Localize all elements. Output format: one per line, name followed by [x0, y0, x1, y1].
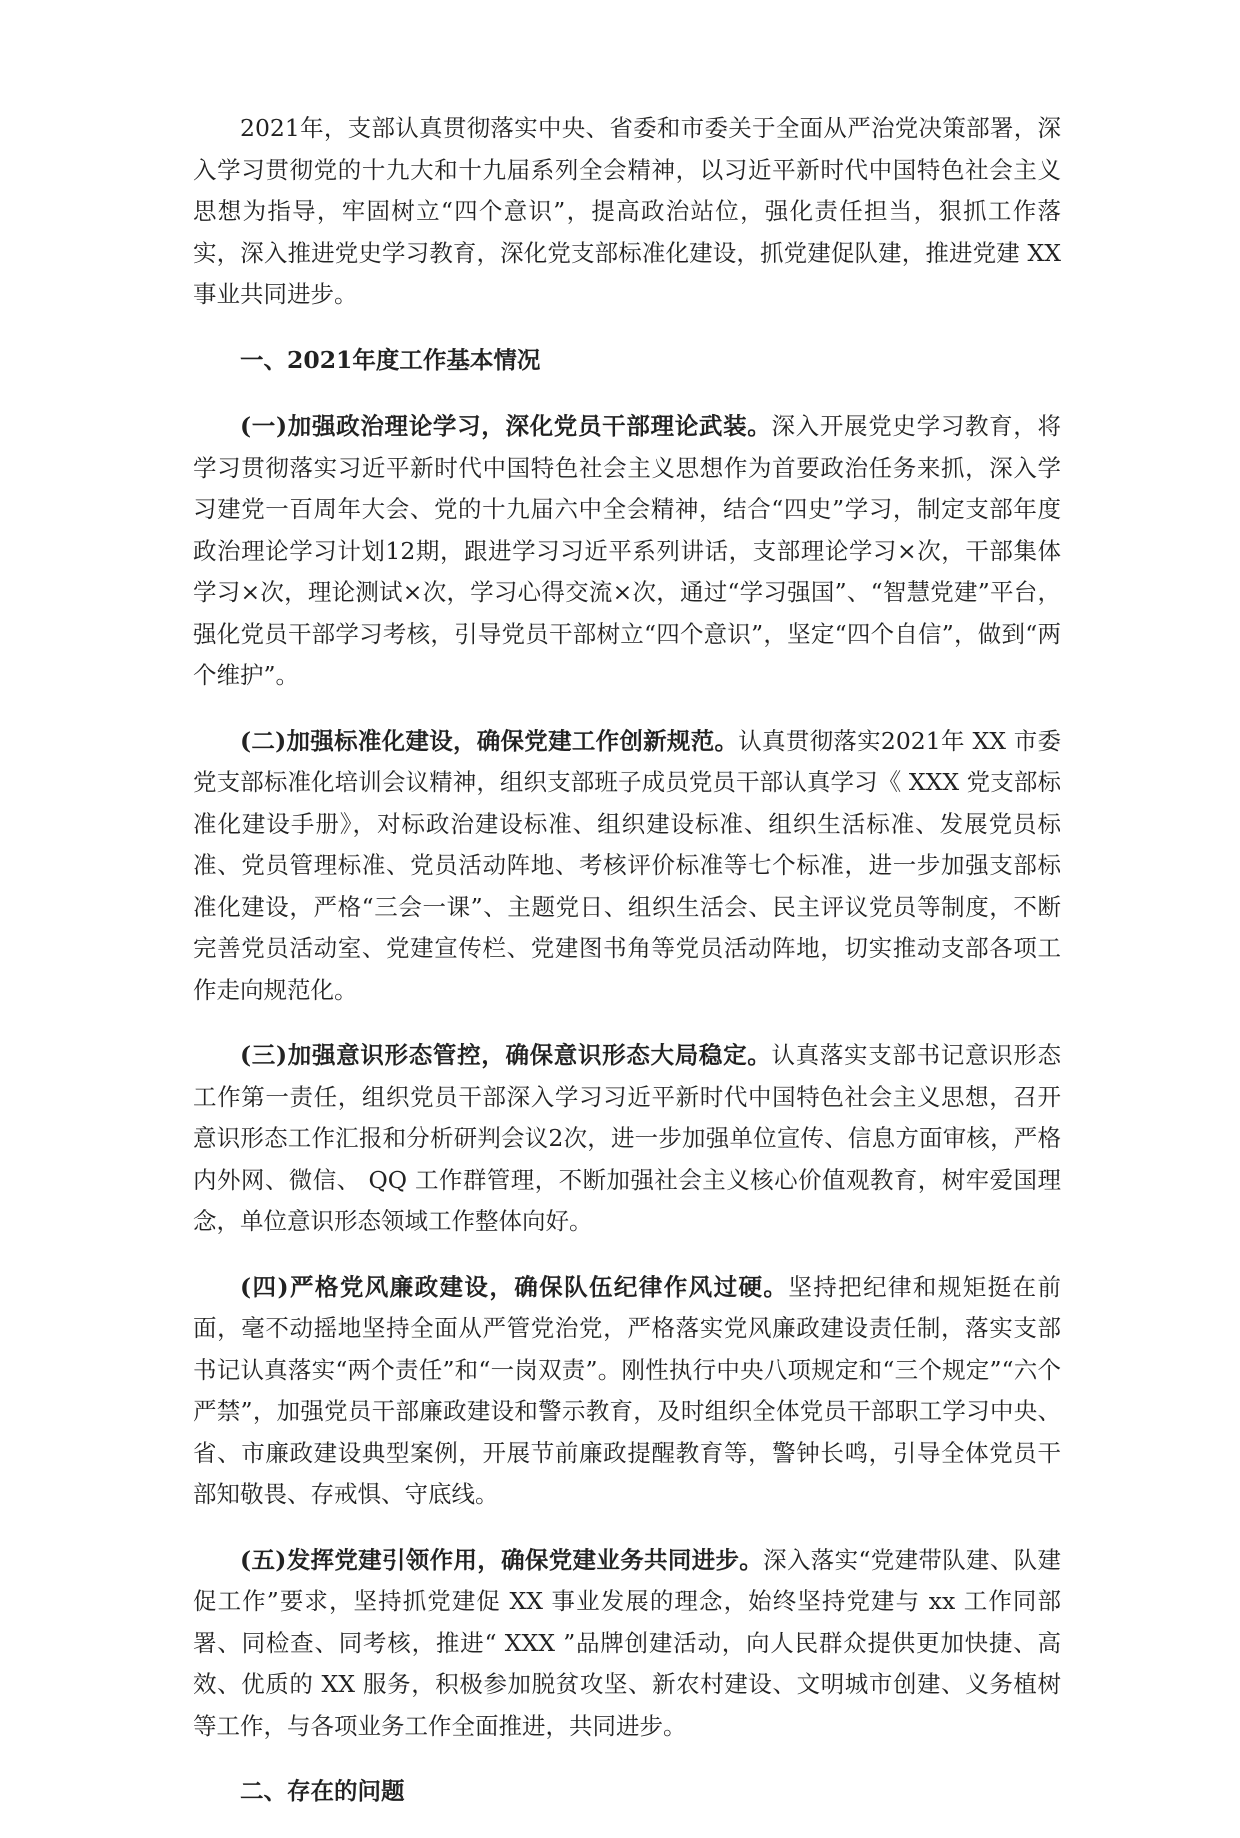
section-lead-4: (四)严格党风廉政建设，确保队伍纪律作风过硬。 [240, 1272, 789, 1301]
section-heading-2: 二、存在的问题 [240, 1777, 405, 1805]
section-body-1: 深入开展党史学习教育，将学习贯彻落实习近平新时代中国特色社会主义思想作为首要政治任务来抓，深入学习建党一百周年大会、党的十九届六中全会精神，结合“四史”学习，制定支部年度政治理论学习计划12期，跟进学习习近平系列讲话，支部理论学习×次，干部集体学习×次，理论测试×次，学习心得交流×次，通过“学习强国”、“智慧党建”平台，强化党员干部学习考核，引导党员干部树立“四个意识”，坚定“四个自信”，做到“两个维护”。 [193, 412, 1061, 689]
intro-paragraph: 2021年，支部认真贯彻落实中央、省委和市委关于全面从严治党决策部署，深入学习贯彻党的十九大和十九届系列全会精神，以习近平新时代中国特色社会主义思想为指导，牢固树立“四个意识”，提高政治站位，强化责任担当，狠抓工作落实，深入推进党史学习教育，深化党支部标准化建设，抓党建促队建，推进党建 XX 事业共同进步。 [193, 114, 1061, 308]
section-body-4: 坚持把纪律和规矩挺在前面，毫不动摇地坚持全面从严管党治党，严格落实党风廉政建设责任制，落实支部书记认真落实“两个责任”和“一岗双责”。刚性执行中央八项规定和“三个规定”“六个严禁”，加强党员干部廉政建设和警示教育，及时组织全体党员干部职工学习中央、省、市廉政建设典型案例，开展节前廉政提醒教育等，警钟长鸣，引导全体党员干部知敬畏、存戒惧、守底线。 [193, 1272, 1061, 1508]
section-paragraph-1 [193, 406, 1061, 697]
section-paragraph-4 [193, 1267, 1061, 1516]
document-page [193, 108, 1061, 1838]
section-paragraph-5 [193, 1540, 1061, 1748]
section-lead-1: (一)加强政治理论学习，深化党员干部理论武装。 [240, 412, 772, 440]
section-body-3: 认真落实支部书记意识形态工作第一责任，组织党员干部深入学习习近平新时代中国特色社会主义思想，召开意识形态工作汇报和分析研判会议2次，进一步加强单位宣传、信息方面审核，严格内外网、微信、 QQ 工作群管理，不断加强社会主义核心价值观教育，树牢爱国理念，单位意识形态领域工作整体向好。 [193, 1041, 1061, 1235]
section-lead-5: (五)发挥党建引领作用，确保党建业务共同进步。 [240, 1545, 764, 1574]
section-paragraph-2 [193, 721, 1061, 1012]
section-heading-1: 一、2021年度工作基本情况 [240, 345, 541, 374]
section-body-5: 深入落实“党建带队建、队建促工作”要求，坚持抓党建促 XX 事业发展的理念，始终坚持党建与 xx 工作同部署、同检查、同考核，推进“ XXX ”品牌创建活动，向人民群众提供更加快捷、高效、优质的 XX 服务，积极参加脱贫攻坚、新农村建设、文明城市创建、义务植树等工作，与各项业务工作全面推进，共同进步。 [193, 1545, 1061, 1740]
section-body-2: 认真贯彻落实2021年 XX 市委党支部标准化培训会议精神，组织支部班子成员党员干部认真学习《 XXX 党支部标准化建设手册》，对标政治建设标准、组织建设标准、组织生活标准、发展党员标准、党员管理标准、党员活动阵地、考核评价标准等七个标准，进一步加强支部标准化建设，严格“三会一课”、主题党日、组织生活会、民主评议党员等制度，不断完善党员活动室、党建宣传栏、党建图书角等党员活动阵地，切实推动支部各项工作走向规范化。 [193, 726, 1061, 1004]
section-lead-2: (二)加强标准化建设，确保党建工作创新规范。 [240, 726, 739, 755]
section-lead-3: (三)加强意识形态管控，确保意识形态大局稳定。 [240, 1041, 772, 1069]
section-paragraph-3 [193, 1035, 1061, 1243]
